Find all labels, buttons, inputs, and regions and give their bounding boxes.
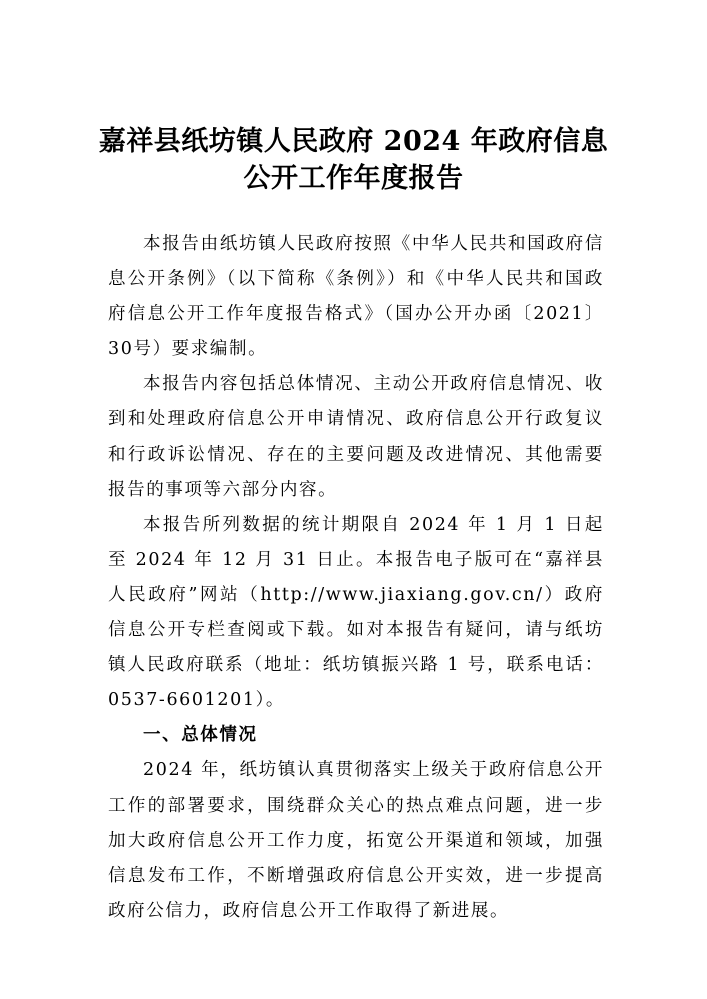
paragraph-intro: 本报告由纸坊镇人民政府按照《中华人民共和国政府信息公开条例》（以下简称《条例》）和《中华人民共和国政府信息公开工作年度报告格式》（国办公开办函〔2021〕30号）要求编制。 xyxy=(108,234,604,360)
document-body xyxy=(108,227,604,929)
section-heading-overall: 一、总体情况 xyxy=(143,725,258,746)
document-title-line-2: 公开工作年度报告 xyxy=(243,163,464,194)
paragraph-statistics-period: 本报告所列数据的统计期限自 2024 年 1 月 1 日起至 2024 年 12 月 31 日止。本报告电子版可在“嘉祥县人民政府”网站（http://www.jiaxiang.gov.cn/）政府信息公开专栏查阅或下载。如对本报告有疑问，请与纸坊镇人民政府联系（地址：纸坊镇振兴路 1 号，联系电话：0537-6601201）。 xyxy=(108,514,604,711)
paragraph-contents: 本报告内容包括总体情况、主动公开政府信息情况、收到和处理政府信息公开申请情况、政府信息公开行政复议和行政诉讼情况、存在的主要问题及改进情况、其他需要报告的事项等六部分内容。 xyxy=(108,374,604,500)
paragraph-overall: 2024 年，纸坊镇认真贯彻落实上级关于政府信息公开工作的部署要求，围绕群众关心的热点难点问题，进一步加大政府信息公开工作力度，拓宽公开渠道和领域，加强信息发布工作，不断增强政府信息公开实效，进一步提高政府公信力，政府信息公开工作取得了新进展。 xyxy=(108,760,604,921)
document-title-line-1: 嘉祥县纸坊镇人民政府 2024 年政府信息 xyxy=(98,126,609,157)
